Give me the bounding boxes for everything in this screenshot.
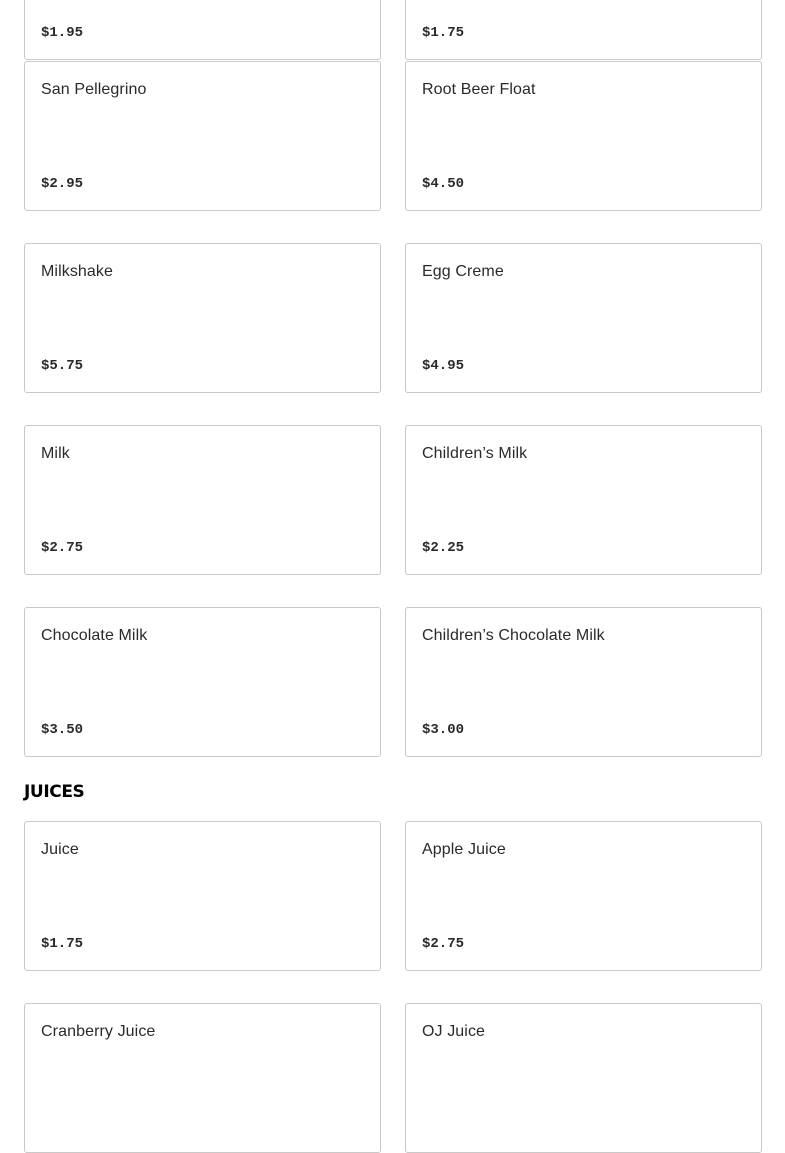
menu-item-card[interactable]: [24, 1003, 381, 1153]
menu-item-card[interactable]: [405, 607, 762, 757]
menu-item-card[interactable]: [24, 0, 381, 60]
menu-item-name: Chocolate Milk: [41, 627, 148, 644]
menu-item-name: Juice: [41, 841, 79, 858]
menu-item-card[interactable]: [405, 0, 762, 60]
menu-item-price: $1.75: [41, 936, 84, 952]
menu-item-name: Apple Juice: [422, 841, 506, 858]
menu-item-price: $1.75: [422, 25, 465, 41]
menu-item-name: Milkshake: [41, 263, 114, 280]
menu-item-name: San Pellegrino: [41, 81, 147, 98]
menu-item-card[interactable]: [405, 61, 762, 211]
menu-item-name: Milk: [41, 445, 70, 462]
menu-item-price: $4.50: [422, 176, 465, 192]
menu-item-card[interactable]: [24, 607, 381, 757]
menu-item-card[interactable]: [24, 61, 381, 211]
menu-item-price: $1.95: [41, 25, 84, 41]
menu-item-name: Children’s Chocolate Milk: [422, 627, 605, 644]
menu-item-price: $5.75: [41, 358, 84, 374]
menu-item-card[interactable]: [24, 425, 381, 575]
menu-item-name: OJ Juice: [422, 1023, 486, 1040]
menu-item-name: Cranberry Juice: [41, 1023, 156, 1040]
menu-item-card[interactable]: [405, 821, 762, 971]
menu-item-name: Root Beer Float: [422, 81, 536, 98]
menu-item-price: $2.25: [422, 540, 465, 556]
menu-item-name: Children’s Milk: [422, 445, 528, 462]
menu-item-card[interactable]: [405, 425, 762, 575]
menu-item-card[interactable]: [24, 243, 381, 393]
menu-item-card[interactable]: [405, 243, 762, 393]
menu-item-price: $3.00: [422, 722, 465, 738]
menu-item-price: $2.95: [41, 176, 84, 192]
menu-item-price: $2.75: [41, 540, 84, 556]
menu-item-price: $2.75: [422, 936, 465, 952]
menu-item-card[interactable]: [24, 821, 381, 971]
menu-item-price: $4.95: [422, 358, 465, 374]
menu-item-price: $3.50: [41, 722, 84, 738]
section-heading-juices: JUICES: [24, 782, 85, 802]
menu-item-name: Egg Creme: [422, 263, 504, 280]
menu-item-card[interactable]: [405, 1003, 762, 1153]
